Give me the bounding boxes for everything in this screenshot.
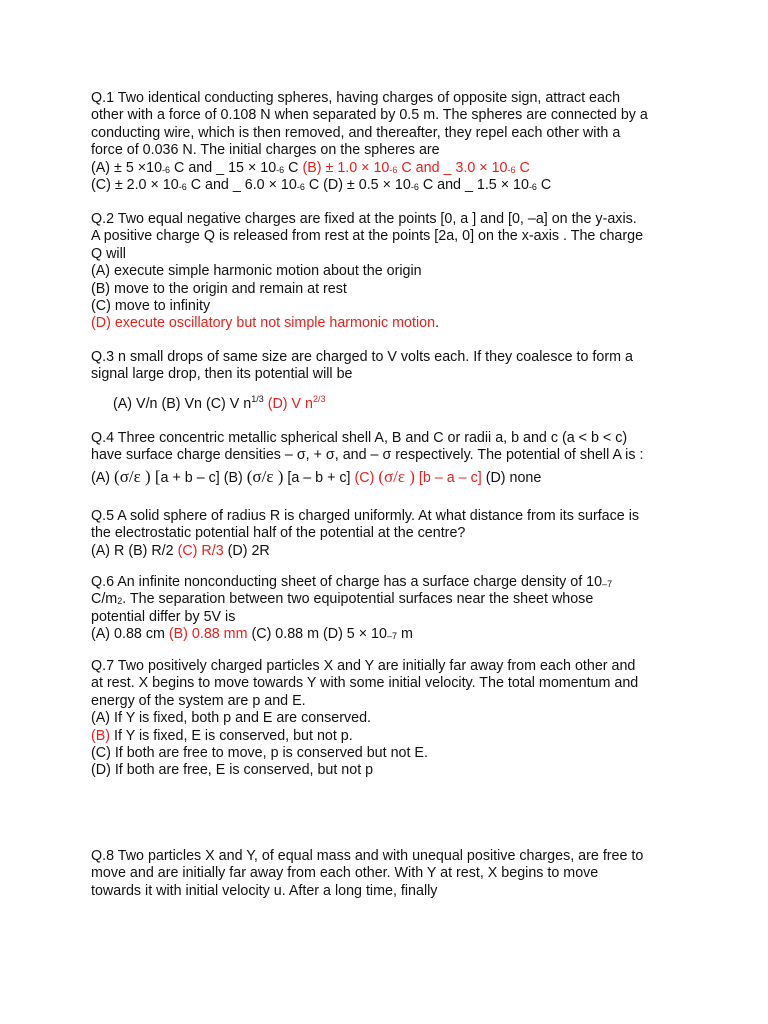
option-b-correct: $(B) \pm 1.0 \times 10_{-6}$ C and _ $3.0 \times 10_{-6}$ C xyxy=(302,159,530,176)
option-b: (B) move to the origin and remain at rest xyxy=(91,280,347,297)
question-3 xyxy=(91,349,691,413)
question-text-line: the electrostatic potential half of the potential at the centre? xyxy=(91,525,466,542)
question-6 xyxy=(91,574,691,644)
question-8 xyxy=(91,848,691,900)
question-text-line: Q will xyxy=(91,245,126,262)
question-text-line: A positive charge Q is released from rest at the points [2a, 0] on the x-axis . The charge xyxy=(91,228,644,245)
question-text-line: signal large drop, then its potential will be xyxy=(91,366,353,383)
question-text-line: energy of the system are p and E. xyxy=(91,692,306,709)
question-text-line: other with a force of 0.108 N when separated by 0.5 m. The spheres are connected by a xyxy=(91,107,648,124)
question-text-line: $C/m_2$. The separation between two equipotential surfaces near the sheet whose xyxy=(91,591,594,608)
option-b-correct: (B) 0.88 mm xyxy=(168,626,248,643)
options-line: (A) V/n (B) Vn (C) V $n^{1/3}$ (D) V $n^{2/3}$ xyxy=(113,394,326,412)
option-d-correct: (D) V $n^{2/3}$ xyxy=(263,394,326,412)
options-line xyxy=(91,160,691,177)
option-c-correct: (C) (σ/ε ) [b – a – c] xyxy=(354,466,482,486)
option-a: (A) execute simple harmonic motion about the origin xyxy=(91,263,422,280)
question-text-line: Q.7 Two positively charged particles X and Y are initially far away from each other and xyxy=(91,658,636,674)
option-b-line: (B) If Y is fixed, E is conserved, but not p. xyxy=(91,727,353,744)
question-2 xyxy=(91,211,691,333)
option-b-correct: (B) xyxy=(91,727,111,744)
question-text-line: Q.8 Two particles X and Y, of equal mass and with unequal positive charges, are free to xyxy=(91,848,644,864)
question-text-line: Q.2 Two equal negative charges are fixed at the points [0, a ] and [0, –a] on the y-axis. xyxy=(91,211,637,227)
question-text-line: move and are initially far away from each other. With Y at rest, X begins to move xyxy=(91,865,599,882)
question-5 xyxy=(91,508,691,560)
question-text-line: potential differ by 5V is xyxy=(91,608,236,625)
options-line: $(C) \pm 2.0 \times 10_{-6}$ C and _ $6.0 \times 10_{-6}$ C $(D) \pm 0.5 \times 10_{-6}$ C and _ $1.5 \times 10_{-6}$ C xyxy=(91,177,552,194)
option-c: (C) move to infinity xyxy=(91,298,211,315)
question-text-line: have surface charge densities – σ, + σ, and – σ respectively. The potential of shell A is : xyxy=(91,447,644,464)
question-text-line: at rest. X begins to move towards Y with some initial velocity. The total momentum and xyxy=(91,675,639,692)
option-a: $(A) \pm 5 \times 10_{-6}$ C and _ $15 \times 10_{-6}$ C xyxy=(91,159,303,176)
option-d-correct: (D) execute oscillatory but not simple harmonic motion xyxy=(91,315,436,332)
question-text-line: Q.1 Two identical conducting spheres, having charges of opposite sign, attract each xyxy=(91,90,621,106)
question-text-line: force of 0.036 N. The initial charges on the spheres are xyxy=(91,142,440,159)
option-a: (A) If Y is fixed, both p and E are conserved. xyxy=(91,710,372,727)
question-text-line: Q.4 Three concentric metallic spherical shell A, B and C or radii a, b and c (a < b < c) xyxy=(91,430,628,446)
option-d-line: (D) execute oscillatory but not simple harmonic motion. xyxy=(91,315,440,332)
options-line: (A) (σ/ε ) [a + b – c] (B) (σ/ε ) [a – b + c] (C) (σ/ε ) [b – a – c] (D) none xyxy=(91,466,542,486)
options-line: (A) 0.88 cm (B) 0.88 mm (C) 0.88 m (D) $5 \times 10_{-7}$ m xyxy=(91,626,413,643)
question-text-line: Q.5 A solid sphere of radius R is charged uniformly. At what distance from its surface is xyxy=(91,508,640,524)
question-text-line: Q.6 An infinite nonconducting sheet of charge has a surface charge density of $10_{-7}$ xyxy=(91,574,613,590)
question-text-line: conducting wire, which is then removed, and thereafter, they repel each other with a xyxy=(91,124,621,141)
question-4 xyxy=(91,430,691,490)
option-d: (D) If both are free, E is conserved, but not p xyxy=(91,762,374,779)
option-c: (C) If both are free to move, p is conserved but not E. xyxy=(91,745,428,762)
question-1 xyxy=(91,90,691,194)
option-c-correct: (C) R/3 xyxy=(177,542,224,559)
question-7 xyxy=(91,658,691,780)
options-line: (A) R (B) R/2 (C) R/3 (D) 2R xyxy=(91,542,270,559)
question-text-line: towards it with initial velocity u. After a long time, finally xyxy=(91,882,438,899)
question-text-line: Q.3 n small drops of same size are charged to V volts each. If they coalesce to form a xyxy=(91,349,633,365)
